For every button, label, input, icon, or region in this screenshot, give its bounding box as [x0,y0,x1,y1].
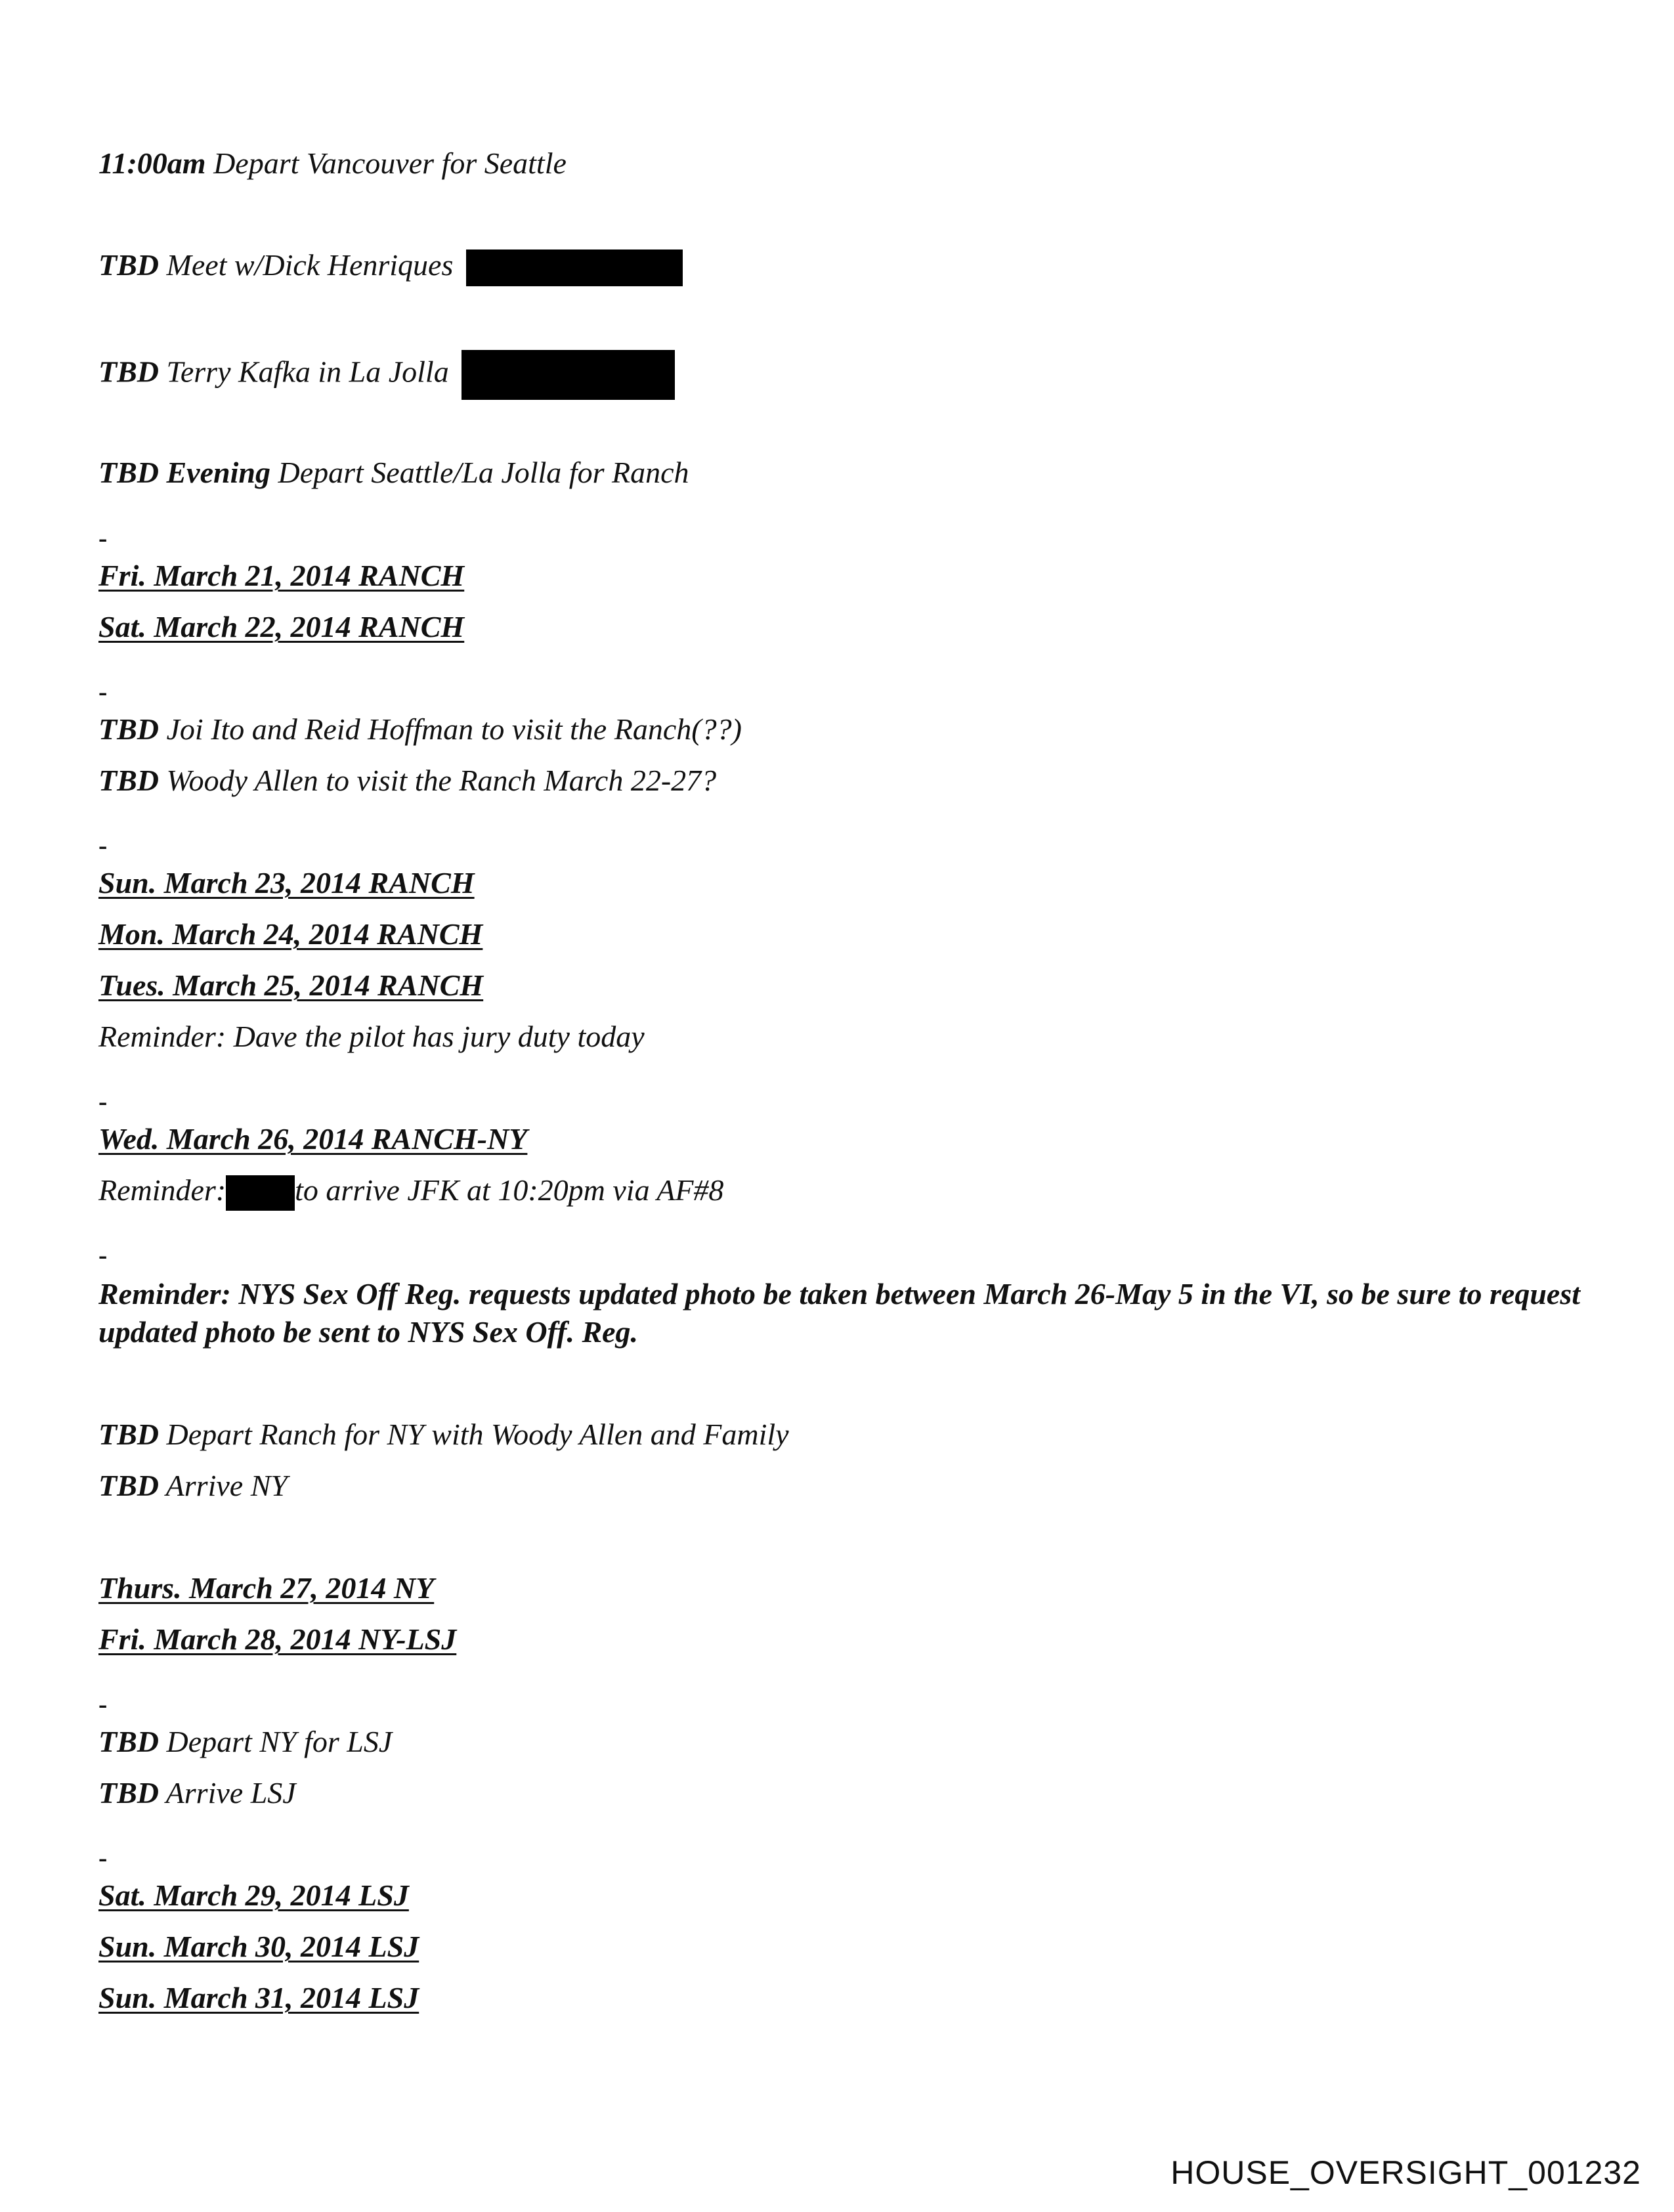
date-heading: Mon. March 24, 2014 RANCH [98,917,483,951]
date-heading: Sat. March 22, 2014 RANCH [98,610,465,643]
date-heading: Thurs. March 27, 2014 NY [98,1571,435,1605]
schedule-entry [98,1724,392,1760]
date-heading: Fri. March 28, 2014 NY-LSJ [98,1622,457,1656]
entry-time: TBD [98,1469,159,1502]
date-heading: Sun. March 31, 2014 LSJ [98,1981,419,2014]
schedule-entry [98,350,675,400]
separator-dash: - [98,677,108,706]
entry-text: Joi Ito and Reid Hoffman to visit the Ranch(??) [166,712,742,746]
schedule-entry [98,146,567,181]
schedule-entry [98,712,742,747]
schedule-entry [98,455,689,490]
separator-dash: - [98,523,108,553]
date-heading: Tues. March 25, 2014 RANCH [98,968,484,1002]
redaction-box [466,249,683,286]
entry-time: TBD [98,712,159,746]
date-heading: Wed. March 26, 2014 RANCH-NY [98,1122,528,1156]
entry-time: TBD [98,248,159,282]
bates-number: HOUSE_OVERSIGHT_001232 [1170,2154,1641,2191]
reminder-suffix: to arrive JFK at 10:20pm via AF#8 [295,1173,724,1207]
reminder-prefix: Reminder: [98,1173,226,1207]
entry-text: Woody Allen to visit the Ranch March 22-27? [166,764,717,797]
entry-text: Arrive NY [165,1469,288,1502]
entry-time: TBD [98,355,159,389]
entry-time: TBD [98,1776,159,1810]
schedule-entry [98,248,683,286]
entry-time: TBD Evening [98,456,270,489]
entry-text: Depart Ranch for NY with Woody Allen and Family [166,1418,789,1451]
entry-text: Meet w/Dick Henriques [166,248,454,282]
entry-time: TBD [98,1725,159,1758]
separator-dash: - [98,1087,108,1116]
date-heading: Fri. March 21, 2014 RANCH [98,559,465,592]
entry-text: Terry Kafka in La Jolla [166,355,449,389]
reminder-text [98,1173,723,1211]
reminder-text: Reminder: Dave the pilot has jury duty today [98,1020,645,1053]
entry-text: Depart Vancouver for Seattle [213,146,567,180]
separator-dash: - [98,831,108,860]
entry-text: Depart NY for LSJ [166,1725,393,1758]
entry-text: Depart Seattle/La Jolla for Ranch [278,456,689,489]
schedule-entry [98,1468,288,1504]
date-heading: Sun. March 23, 2014 RANCH [98,866,475,900]
date-heading: Sat. March 29, 2014 LSJ [98,1878,409,1912]
entry-time: TBD [98,764,159,797]
schedule-entry [98,763,716,798]
entry-time: TBD [98,1418,159,1451]
redaction-box [226,1175,295,1211]
entry-text: Arrive LSJ [165,1776,296,1810]
date-heading: Sun. March 30, 2014 LSJ [98,1930,419,1963]
reminder-important: Reminder: NYS Sex Off Reg. requests updated photo be taken between March 26-May 5 in the VI, so be sure to request updated photo be sent to NYS Sex Off. Reg. [98,1277,1581,1349]
separator-dash: - [98,1689,108,1719]
schedule-entry [98,1775,296,1811]
entry-time: 11:00am [98,146,206,180]
separator-dash: - [98,1240,108,1270]
redaction-box [461,350,675,400]
separator-dash: - [98,1843,108,1873]
schedule-entry [98,1417,789,1452]
